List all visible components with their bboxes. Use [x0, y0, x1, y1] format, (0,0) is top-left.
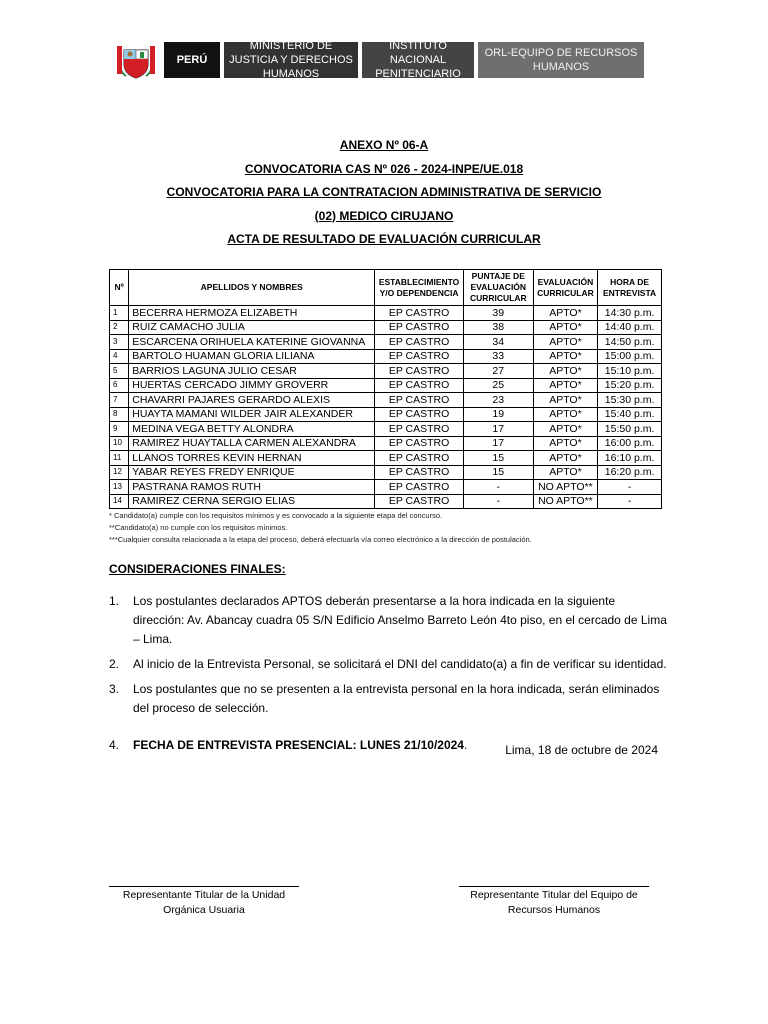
annex-title: ANEXO Nº 06-A: [339, 138, 429, 152]
evaluation-result: APTO*: [533, 465, 597, 480]
table-row: [110, 349, 662, 364]
item-number: 4.: [109, 738, 120, 752]
header-score: PUNTAJE DE EVALUACIÓN CURRICULAR: [463, 270, 533, 306]
table-row: [110, 465, 662, 480]
row-number: 10: [110, 436, 129, 451]
evaluation-result: NO APTO**: [533, 480, 597, 495]
signature-line: [459, 886, 649, 887]
interview-time: 16:20 p.m.: [598, 465, 662, 480]
table-row: [110, 422, 662, 437]
establishment: EP CASTRO: [375, 480, 464, 495]
signature-right: [459, 886, 649, 918]
table-row: [110, 393, 662, 408]
orl-label: ORL-EQUIPO DE RECURSOS HUMANOS: [478, 42, 644, 78]
establishment: EP CASTRO: [375, 407, 464, 422]
table-row: [110, 494, 662, 509]
candidate-name: PASTRANA RAMOS RUTH: [129, 480, 375, 495]
interview-time: 14:50 p.m.: [598, 335, 662, 350]
score: 38: [463, 320, 533, 335]
establishment: EP CASTRO: [375, 422, 464, 437]
evaluation-result: APTO*: [533, 393, 597, 408]
row-number: 7: [110, 393, 129, 408]
item-number: 1.: [109, 594, 120, 608]
inpe-label: INSTITUTO NACIONAL PENITENCIARIO: [362, 42, 474, 78]
establishment: EP CASTRO: [375, 436, 464, 451]
row-number: 11: [110, 451, 129, 466]
score: -: [463, 480, 533, 495]
header-interview-time: HORA DE ENTREVISTA: [598, 270, 662, 306]
document-titles: [0, 138, 768, 256]
header-banner: [116, 40, 648, 80]
interview-time: 14:40 p.m.: [598, 320, 662, 335]
list-item: [109, 592, 669, 649]
score: 39: [463, 306, 533, 321]
evaluation-result: APTO*: [533, 335, 597, 350]
establishment: EP CASTRO: [375, 494, 464, 509]
row-number: 8: [110, 407, 129, 422]
score: 25: [463, 378, 533, 393]
ministry-label: MINISTERIO DE JUSTICIA Y DERECHOS HUMANOS: [224, 42, 358, 78]
call-full-title: CONVOCATORIA PARA LA CONTRATACION ADMINISTRATIVA DE SERVICIO: [166, 185, 602, 199]
header-name: APELLIDOS Y NOMBRES: [129, 270, 375, 306]
interview-date: FECHA DE ENTREVISTA PRESENCIAL: LUNES 21/10/2024: [133, 738, 464, 752]
position-title: (02) MEDICO CIRUJANO: [314, 208, 454, 223]
establishment: EP CASTRO: [375, 306, 464, 321]
signature-text: Representante Titular del Equipo de: [470, 889, 638, 901]
evaluation-result: APTO*: [533, 422, 597, 437]
peru-crest-logo: [116, 40, 156, 80]
candidate-name: BARTOLO HUAMAN GLORIA LILIANA: [129, 349, 375, 364]
results-table: [109, 269, 662, 509]
considerations-title: CONSIDERACIONES FINALES:: [109, 562, 286, 576]
table-row: [110, 306, 662, 321]
footnote: * Candidato(a) cumple con los requisitos mínimos y es convocado a la siguiente etapa del concurso.: [109, 511, 443, 520]
candidate-name: LLANOS TORRES KEVIN HERNAN: [129, 451, 375, 466]
evaluation-result: APTO*: [533, 364, 597, 379]
item-text: Los postulantes que no se presenten a la entrevista personal en la hora indicada, serán eliminados del proceso de selección.: [133, 682, 660, 715]
table-row: [110, 480, 662, 495]
interview-time: 15:30 p.m.: [598, 393, 662, 408]
establishment: EP CASTRO: [375, 335, 464, 350]
candidate-name: HUERTAS CERCADO JIMMY GROVERR: [129, 378, 375, 393]
considerations-list: [109, 592, 669, 761]
candidate-name: HUAYTA MAMANI WILDER JAIR ALEXANDER: [129, 407, 375, 422]
interview-time: 15:40 p.m.: [598, 407, 662, 422]
score: 17: [463, 422, 533, 437]
evaluation-result: APTO*: [533, 349, 597, 364]
interview-time: -: [598, 494, 662, 509]
establishment: EP CASTRO: [375, 393, 464, 408]
evaluation-result: APTO*: [533, 436, 597, 451]
list-item: [109, 680, 669, 718]
score: 34: [463, 335, 533, 350]
row-number: 2: [110, 320, 129, 335]
interview-time: 16:00 p.m.: [598, 436, 662, 451]
evaluation-result: NO APTO**: [533, 494, 597, 509]
item-number: 3.: [109, 682, 120, 696]
interview-time: 16:10 p.m.: [598, 451, 662, 466]
signature-text: Representante Titular de la Unidad: [122, 889, 286, 901]
call-title: CONVOCATORIA CAS Nº 026 - 2024-INPE/UE.018: [244, 161, 524, 176]
establishment: EP CASTRO: [375, 349, 464, 364]
candidate-name: RAMIREZ CERNA SERGIO ELIAS: [129, 494, 375, 509]
footnote: **Candidato(a) no cumple con los requisitos mínimos.: [109, 523, 288, 532]
candidate-name: CHAVARRI PAJARES GERARDO ALEXIS: [129, 393, 375, 408]
list-item: [109, 655, 669, 674]
establishment: EP CASTRO: [375, 378, 464, 393]
interview-time: -: [598, 480, 662, 495]
score: 15: [463, 465, 533, 480]
table-header-row: [110, 270, 662, 306]
candidate-name: MEDINA VEGA BETTY ALONDRA: [129, 422, 375, 437]
table-row: [110, 407, 662, 422]
act-title: ACTA DE RESULTADO DE EVALUACIÓN CURRICULAR: [227, 232, 541, 246]
score: 23: [463, 393, 533, 408]
interview-time: 15:00 p.m.: [598, 349, 662, 364]
candidate-name: ESCARCENA ORIHUELA KATERINE GIOVANNA: [129, 335, 375, 350]
item-suffix: .: [463, 738, 468, 752]
row-number: 4: [110, 349, 129, 364]
table-row: [110, 364, 662, 379]
place-date: Lima, 18 de octubre de 2024: [505, 743, 658, 757]
signature-line: [109, 886, 299, 887]
score: 17: [463, 436, 533, 451]
item-number: 2.: [109, 657, 120, 671]
footnote: ***Cualquier consulta relacionada a la etapa del proceso, deberá efectuarla vía correo electrónico a la dirección de postulación.: [109, 535, 532, 544]
candidate-name: YABAR REYES FREDY ENRIQUE: [129, 465, 375, 480]
signature-text: Orgánica Usuaria: [163, 904, 245, 916]
establishment: EP CASTRO: [375, 320, 464, 335]
row-number: 6: [110, 378, 129, 393]
evaluation-result: APTO*: [533, 407, 597, 422]
interview-time: 15:10 p.m.: [598, 364, 662, 379]
row-number: 5: [110, 364, 129, 379]
signature-text: Recursos Humanos: [507, 904, 601, 916]
establishment: EP CASTRO: [375, 451, 464, 466]
candidate-name: RAMIREZ HUAYTALLA CARMEN ALEXANDRA: [129, 436, 375, 451]
score: 33: [463, 349, 533, 364]
interview-time: 15:50 p.m.: [598, 422, 662, 437]
table-footnotes: [109, 510, 532, 546]
candidate-name: BECERRA HERMOZA ELIZABETH: [129, 306, 375, 321]
signature-left: [109, 886, 299, 918]
header-number: Nº: [110, 270, 129, 306]
item-text: Al inicio de la Entrevista Personal, se solicitará el DNI del candidato(a) a fin de verificar su identidad.: [133, 657, 667, 671]
interview-time: 15:20 p.m.: [598, 378, 662, 393]
table-row: [110, 436, 662, 451]
candidate-name: RUIZ CAMACHO JULIA: [129, 320, 375, 335]
row-number: 9: [110, 422, 129, 437]
table-row: [110, 378, 662, 393]
score: 15: [463, 451, 533, 466]
establishment: EP CASTRO: [375, 465, 464, 480]
establishment: EP CASTRO: [375, 364, 464, 379]
score: 27: [463, 364, 533, 379]
item-text: Los postulantes declarados APTOS deberán presentarse a la hora indicada en la siguiente dirección: Av. Abancay cuadra 05 S/N Edificio Anselmo Barreto León 4to piso, en el cercado de Lima – Lima.: [133, 594, 667, 646]
header-establishment: ESTABLECIMIENTO Y/O DEPENDENCIA: [375, 270, 464, 306]
row-number: 3: [110, 335, 129, 350]
score: 19: [463, 407, 533, 422]
table-row: [110, 320, 662, 335]
evaluation-result: APTO*: [533, 320, 597, 335]
header-evaluation: EVALUACIÓN CURRICULAR: [533, 270, 597, 306]
row-number: 13: [110, 480, 129, 495]
score: -: [463, 494, 533, 509]
table-row: [110, 451, 662, 466]
evaluation-result: APTO*: [533, 306, 597, 321]
table-row: [110, 335, 662, 350]
evaluation-result: APTO*: [533, 451, 597, 466]
peru-label: PERÚ: [164, 42, 220, 78]
row-number: 12: [110, 465, 129, 480]
row-number: 14: [110, 494, 129, 509]
row-number: 1: [110, 306, 129, 321]
interview-time: 14:30 p.m.: [598, 306, 662, 321]
evaluation-result: APTO*: [533, 378, 597, 393]
candidate-name: BARRIOS LAGUNA JULIO CESAR: [129, 364, 375, 379]
